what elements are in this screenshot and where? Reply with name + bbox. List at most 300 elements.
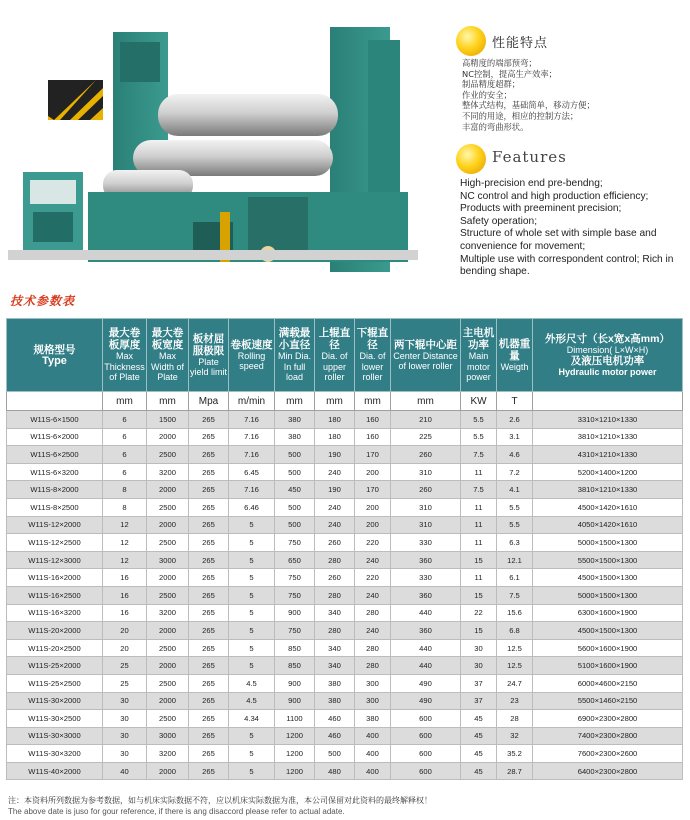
table-cell: 330 xyxy=(391,569,461,587)
table-cell: 1200 xyxy=(275,727,315,745)
table-cell: 265 xyxy=(189,463,229,481)
table-cell: 6.1 xyxy=(497,569,533,587)
table-cell: 1100 xyxy=(275,710,315,728)
unit-cell: mm xyxy=(147,392,189,411)
table-cell: 8 xyxy=(103,498,147,516)
table-cell: 7.5 xyxy=(497,586,533,604)
table-cell: 310 xyxy=(391,516,461,534)
table-header-row xyxy=(7,319,683,392)
table-cell: 7.2 xyxy=(497,463,533,481)
table-cell: 2500 xyxy=(147,498,189,516)
table-cell: 300 xyxy=(355,692,391,710)
table-cell: W11S-16×2000 xyxy=(7,569,103,587)
table-row xyxy=(7,692,683,710)
table-cell: W11S-12×2000 xyxy=(7,516,103,534)
table-cell: 30 xyxy=(103,745,147,763)
table-cell: 340 xyxy=(315,639,355,657)
table-cell: 15 xyxy=(461,551,497,569)
table-cell: 400 xyxy=(355,727,391,745)
table-cell: 25 xyxy=(103,674,147,692)
table-cell: W11S-25×2500 xyxy=(7,674,103,692)
table-cell: 200 xyxy=(355,463,391,481)
units-row xyxy=(7,392,683,411)
table-cell: 32 xyxy=(497,727,533,745)
table-cell: 240 xyxy=(355,551,391,569)
table-cell: 11 xyxy=(461,569,497,587)
table-cell: W11S-30×2000 xyxy=(7,692,103,710)
table-cell: 380 xyxy=(315,692,355,710)
table-cell: 4050×1420×1610 xyxy=(533,516,683,534)
table-cell: 850 xyxy=(275,657,315,675)
unit-cell: m/min xyxy=(229,392,275,411)
table-cell: 265 xyxy=(189,604,229,622)
table-cell: 4310×1210×1330 xyxy=(533,446,683,464)
table-cell: 265 xyxy=(189,534,229,552)
table-cell: 5.5 xyxy=(461,411,497,429)
table-cell: 2500 xyxy=(147,586,189,604)
table-cell: 6000×4600×2150 xyxy=(533,674,683,692)
table-cell: 20 xyxy=(103,622,147,640)
col-header-width: 最大卷板宽度 Max Width of Plate xyxy=(147,319,189,392)
table-cell: 280 xyxy=(355,639,391,657)
table-cell: 400 xyxy=(355,745,391,763)
table-cell: 600 xyxy=(391,710,461,728)
table-cell: 6900×2300×2800 xyxy=(533,710,683,728)
table-cell: 5 xyxy=(229,604,275,622)
table-cell: 210 xyxy=(391,411,461,429)
table-cell: 180 xyxy=(315,428,355,446)
table-cell: 7.16 xyxy=(229,481,275,499)
table-cell: 265 xyxy=(189,639,229,657)
list-item: 高精度的端部预弯； xyxy=(462,58,537,68)
table-cell: 2500 xyxy=(147,446,189,464)
table-row xyxy=(7,657,683,675)
table-cell: 20 xyxy=(103,639,147,657)
table-cell: 240 xyxy=(315,516,355,534)
unit-cell: mm xyxy=(391,392,461,411)
table-cell: 12.5 xyxy=(497,639,533,657)
table-cell: 4.5 xyxy=(229,674,275,692)
table-cell: 6400×2300×2800 xyxy=(533,762,683,780)
table-cell: 200 xyxy=(355,498,391,516)
table-cell: 460 xyxy=(315,727,355,745)
table-cell: 6 xyxy=(103,428,147,446)
table-cell: 750 xyxy=(275,569,315,587)
table-cell: 260 xyxy=(391,481,461,499)
table-cell: 5 xyxy=(229,727,275,745)
table-cell: 6.46 xyxy=(229,498,275,516)
disclaimer-cn: 注：本资料所列数据为参考数据，如与机床实际数据不符，应以机床实际数据为准，本公司保留对此资料的最终解释权！ xyxy=(8,796,432,805)
table-cell: 40 xyxy=(103,762,147,780)
table-cell: 900 xyxy=(275,674,315,692)
table-cell: 5 xyxy=(229,622,275,640)
table-cell: 4500×1500×1300 xyxy=(533,622,683,640)
list-item: 丰富的弯曲形状。 xyxy=(462,121,529,132)
table-cell: 12.1 xyxy=(497,551,533,569)
table-cell: 360 xyxy=(391,622,461,640)
list-item: 作业的安全； xyxy=(462,89,512,100)
table-cell: 2500 xyxy=(147,639,189,657)
table-cell: 12 xyxy=(103,516,147,534)
table-cell: 240 xyxy=(355,586,391,604)
table-cell: 2500 xyxy=(147,534,189,552)
table-cell: W11S-6×1500 xyxy=(7,411,103,429)
table-row xyxy=(7,428,683,446)
list-item: 整体式结构，基础简单，移动方便； xyxy=(462,100,595,111)
table-cell: W11S-6×2000 xyxy=(7,428,103,446)
table-cell: 6 xyxy=(103,446,147,464)
col-header-min-dia: 满载最小直径 Min Dia. In full load xyxy=(275,319,315,392)
table-cell: 500 xyxy=(275,498,315,516)
table-cell: 4500×1420×1610 xyxy=(533,498,683,516)
table-cell: 35.2 xyxy=(497,745,533,763)
table-cell: W11S-40×2000 xyxy=(7,762,103,780)
table-cell: 8 xyxy=(103,481,147,499)
table-cell: 6300×1600×1900 xyxy=(533,604,683,622)
table-cell: 4.34 xyxy=(229,710,275,728)
table-cell: 850 xyxy=(275,639,315,657)
col-header-type: 规格型号 Type xyxy=(7,319,103,392)
col-header-dimension: 外形尺寸（长x宽x高mm） Dimension( L×W×H) 及液压电机功率 Hydraulic motor power xyxy=(533,319,683,392)
table-cell: 500 xyxy=(275,463,315,481)
features-en-list xyxy=(460,178,684,279)
unit-cell: mm xyxy=(275,392,315,411)
features-cn-title: 性能特点 xyxy=(492,36,549,51)
table-cell: 360 xyxy=(391,551,461,569)
table-cell: 340 xyxy=(315,604,355,622)
table-row xyxy=(7,446,683,464)
unit-cell xyxy=(7,392,103,411)
table-cell: 220 xyxy=(355,534,391,552)
table-cell: 265 xyxy=(189,762,229,780)
list-item: 制品精度超群； xyxy=(462,79,521,90)
unit-cell: mm xyxy=(103,392,147,411)
table-cell: 310 xyxy=(391,463,461,481)
machine-photo xyxy=(8,22,423,280)
table-cell: 265 xyxy=(189,727,229,745)
table-cell: 2000 xyxy=(147,657,189,675)
col-header-thickness: 最大卷板厚度 Max Thickness of Plate xyxy=(103,319,147,392)
table-cell: 2000 xyxy=(147,428,189,446)
table-cell: 500 xyxy=(315,745,355,763)
list-item: Multiple use with correspondent control; Rich in bending shape. xyxy=(460,253,674,278)
table-cell: 2500 xyxy=(147,674,189,692)
table-row xyxy=(7,674,683,692)
table-cell: 5 xyxy=(229,551,275,569)
table-row xyxy=(7,463,683,481)
table-cell: 6 xyxy=(103,411,147,429)
table-cell: 265 xyxy=(189,569,229,587)
table-cell: 265 xyxy=(189,411,229,429)
table-cell: 480 xyxy=(315,762,355,780)
unit-cell: mm xyxy=(355,392,391,411)
table-cell: 25 xyxy=(103,657,147,675)
table-cell: 3810×1210×1330 xyxy=(533,481,683,499)
table-row xyxy=(7,516,683,534)
col-header-upper-roller: 上辊直径 Dia. of upper roller xyxy=(315,319,355,392)
table-cell: W11S-8×2000 xyxy=(7,481,103,499)
col-header-center-distance: 两下辊中心距 Center Distance of lower roller xyxy=(391,319,461,392)
table-cell: 5 xyxy=(229,586,275,604)
table-cell: 16 xyxy=(103,604,147,622)
table-cell: 15.6 xyxy=(497,604,533,622)
table-cell: 37 xyxy=(461,692,497,710)
table-cell: 30 xyxy=(103,692,147,710)
table-row xyxy=(7,498,683,516)
table-cell: 2000 xyxy=(147,762,189,780)
table-cell: 23 xyxy=(497,692,533,710)
table-cell: 200 xyxy=(355,516,391,534)
table-cell: 330 xyxy=(391,534,461,552)
table-row xyxy=(7,569,683,587)
table-cell: 600 xyxy=(391,762,461,780)
col-header-weight: 机器重量 Weigth xyxy=(497,319,533,392)
list-item: Structure of whole set with simple base and convenience for movement; xyxy=(460,228,657,252)
table-cell: 5 xyxy=(229,762,275,780)
table-cell: 7.16 xyxy=(229,428,275,446)
table-row xyxy=(7,586,683,604)
table-cell: 240 xyxy=(355,622,391,640)
table-cell: 28.7 xyxy=(497,762,533,780)
table-cell: W11S-12×2500 xyxy=(7,534,103,552)
table-cell: 7.16 xyxy=(229,446,275,464)
table-cell: 750 xyxy=(275,534,315,552)
table-cell: 600 xyxy=(391,727,461,745)
list-item: High-precision end pre-bendng; xyxy=(460,178,603,189)
table-cell: 3.1 xyxy=(497,428,533,446)
table-cell: 440 xyxy=(391,639,461,657)
unit-cell: Mpa xyxy=(189,392,229,411)
table-cell: 28 xyxy=(497,710,533,728)
table-cell: 265 xyxy=(189,516,229,534)
table-cell: 265 xyxy=(189,428,229,446)
table-cell: W11S-30×2500 xyxy=(7,710,103,728)
table-cell: 5000×1500×1300 xyxy=(533,534,683,552)
table-cell: 5.5 xyxy=(461,428,497,446)
table-cell: 30 xyxy=(103,710,147,728)
table-cell: 37 xyxy=(461,674,497,692)
table-cell: 3810×1210×1330 xyxy=(533,428,683,446)
table-cell: 280 xyxy=(315,622,355,640)
table-cell: W11S-20×2000 xyxy=(7,622,103,640)
table-cell: 160 xyxy=(355,411,391,429)
table-cell: 30 xyxy=(103,727,147,745)
table-cell: 280 xyxy=(315,586,355,604)
table-cell: 4.1 xyxy=(497,481,533,499)
table-cell: 3200 xyxy=(147,745,189,763)
table-cell: 500 xyxy=(275,516,315,534)
table-cell: 7.16 xyxy=(229,411,275,429)
spec-table xyxy=(6,318,683,780)
table-cell: 160 xyxy=(355,428,391,446)
table-cell: 265 xyxy=(189,657,229,675)
table-cell: 16 xyxy=(103,586,147,604)
table-cell: 180 xyxy=(315,411,355,429)
table-cell: 45 xyxy=(461,745,497,763)
features-en-title: Features xyxy=(492,148,567,166)
table-cell: 900 xyxy=(275,692,315,710)
table-cell: 5500×1500×1300 xyxy=(533,551,683,569)
table-cell: 2000 xyxy=(147,569,189,587)
table-cell: 310 xyxy=(391,498,461,516)
table-cell: 265 xyxy=(189,586,229,604)
table-cell: 5 xyxy=(229,657,275,675)
bulb-icon xyxy=(456,26,486,56)
table-cell: 45 xyxy=(461,762,497,780)
table-cell: 3000 xyxy=(147,551,189,569)
table-cell: 5500×1460×2150 xyxy=(533,692,683,710)
table-cell: 260 xyxy=(315,534,355,552)
table-cell: 2000 xyxy=(147,692,189,710)
table-cell: 12.5 xyxy=(497,657,533,675)
table-row xyxy=(7,481,683,499)
table-cell: 280 xyxy=(315,551,355,569)
table-cell: 170 xyxy=(355,481,391,499)
unit-cell: KW xyxy=(461,392,497,411)
table-cell: 3000 xyxy=(147,727,189,745)
table-cell: 650 xyxy=(275,551,315,569)
table-cell: 3310×1210×1330 xyxy=(533,411,683,429)
table-row xyxy=(7,745,683,763)
table-cell: 265 xyxy=(189,498,229,516)
features-cn-list xyxy=(462,58,595,132)
table-cell: 220 xyxy=(355,569,391,587)
table-cell: 240 xyxy=(315,498,355,516)
table-cell: 170 xyxy=(355,446,391,464)
table-cell: 16 xyxy=(103,569,147,587)
table-cell: 600 xyxy=(391,745,461,763)
table-cell: 440 xyxy=(391,657,461,675)
table-cell: 2000 xyxy=(147,622,189,640)
table-cell: 6.8 xyxy=(497,622,533,640)
table-cell: 3200 xyxy=(147,463,189,481)
table-cell: 265 xyxy=(189,446,229,464)
table-cell: 280 xyxy=(355,604,391,622)
table-cell: 11 xyxy=(461,534,497,552)
table-row xyxy=(7,727,683,745)
table-cell: 3200 xyxy=(147,604,189,622)
table-cell: 5 xyxy=(229,745,275,763)
table-cell: 225 xyxy=(391,428,461,446)
table-cell: 7600×2300×2600 xyxy=(533,745,683,763)
table-cell: 6 xyxy=(103,463,147,481)
table-cell: W11S-6×3200 xyxy=(7,463,103,481)
col-header-lower-roller: 下辊直径 Dia. of lower roller xyxy=(355,319,391,392)
table-cell: 5.5 xyxy=(497,498,533,516)
table-cell: 260 xyxy=(391,446,461,464)
table-cell: 6.3 xyxy=(497,534,533,552)
table-cell: 6.45 xyxy=(229,463,275,481)
table-cell: 5200×1400×1200 xyxy=(533,463,683,481)
table-cell: 15 xyxy=(461,622,497,640)
table-cell: 300 xyxy=(355,674,391,692)
table-cell: 2000 xyxy=(147,516,189,534)
table-row xyxy=(7,604,683,622)
table-cell: 5 xyxy=(229,639,275,657)
table-cell: 750 xyxy=(275,586,315,604)
list-item: 不同的用途，相应的控制方法； xyxy=(462,110,579,121)
table-cell: 11 xyxy=(461,498,497,516)
table-cell: 4500×1500×1300 xyxy=(533,569,683,587)
table-cell: 490 xyxy=(391,692,461,710)
disclaimer-en: The above date is juso for gour reference, if there is ang disaccord please refer to actual adate. xyxy=(8,807,345,816)
table-row xyxy=(7,551,683,569)
table-cell: 265 xyxy=(189,481,229,499)
table-cell: 1200 xyxy=(275,745,315,763)
table-cell: 265 xyxy=(189,622,229,640)
table-cell: 30 xyxy=(461,657,497,675)
table-cell: 12 xyxy=(103,534,147,552)
table-cell: 2500 xyxy=(147,710,189,728)
table-cell: 5000×1500×1300 xyxy=(533,586,683,604)
table-cell: 7.5 xyxy=(461,446,497,464)
table-cell: 5600×1600×1900 xyxy=(533,639,683,657)
bulb-icon xyxy=(456,144,486,174)
table-row xyxy=(7,710,683,728)
table-cell: 15 xyxy=(461,586,497,604)
table-cell: 12 xyxy=(103,551,147,569)
table-cell: 7.5 xyxy=(461,481,497,499)
table-cell: 24.7 xyxy=(497,674,533,692)
table-cell: W11S-6×2500 xyxy=(7,446,103,464)
table-cell: 380 xyxy=(275,428,315,446)
table-cell: W11S-30×3000 xyxy=(7,727,103,745)
table-cell: 280 xyxy=(355,657,391,675)
table-cell: W11S-12×3000 xyxy=(7,551,103,569)
table-cell: 900 xyxy=(275,604,315,622)
table-cell: 265 xyxy=(189,692,229,710)
table-cell: 45 xyxy=(461,710,497,728)
spec-table-title: 技术参数表 xyxy=(10,294,76,308)
table-row xyxy=(7,622,683,640)
col-header-motor-power: 主电机功率 Main motor power xyxy=(461,319,497,392)
table-cell: 5 xyxy=(229,569,275,587)
table-cell: 5.5 xyxy=(497,516,533,534)
table-cell: 380 xyxy=(275,411,315,429)
table-cell: 380 xyxy=(315,674,355,692)
table-cell: 460 xyxy=(315,710,355,728)
table-row xyxy=(7,639,683,657)
table-cell: 4.5 xyxy=(229,692,275,710)
table-cell: 400 xyxy=(355,762,391,780)
table-cell: 11 xyxy=(461,516,497,534)
unit-cell xyxy=(533,392,683,411)
table-cell: 500 xyxy=(275,446,315,464)
table-cell: 2000 xyxy=(147,481,189,499)
table-cell: 260 xyxy=(315,569,355,587)
table-cell: 750 xyxy=(275,622,315,640)
list-item: NC control and high production efficiency; xyxy=(460,190,649,202)
table-cell: 440 xyxy=(391,604,461,622)
table-cell: 2.6 xyxy=(497,411,533,429)
table-cell: 4.6 xyxy=(497,446,533,464)
col-header-speed: 卷板速度 Rolling speed xyxy=(229,319,275,392)
table-cell: 11 xyxy=(461,463,497,481)
unit-cell: mm xyxy=(315,392,355,411)
table-cell: W11S-25×2000 xyxy=(7,657,103,675)
table-row xyxy=(7,411,683,429)
table-cell: 30 xyxy=(461,639,497,657)
table-cell: 360 xyxy=(391,586,461,604)
table-cell: 240 xyxy=(315,463,355,481)
table-cell: 1500 xyxy=(147,411,189,429)
table-cell: W11S-30×3200 xyxy=(7,745,103,763)
table-cell: 340 xyxy=(315,657,355,675)
table-cell: 45 xyxy=(461,727,497,745)
table-cell: W11S-16×3200 xyxy=(7,604,103,622)
table-cell: 265 xyxy=(189,710,229,728)
table-cell: 190 xyxy=(315,481,355,499)
